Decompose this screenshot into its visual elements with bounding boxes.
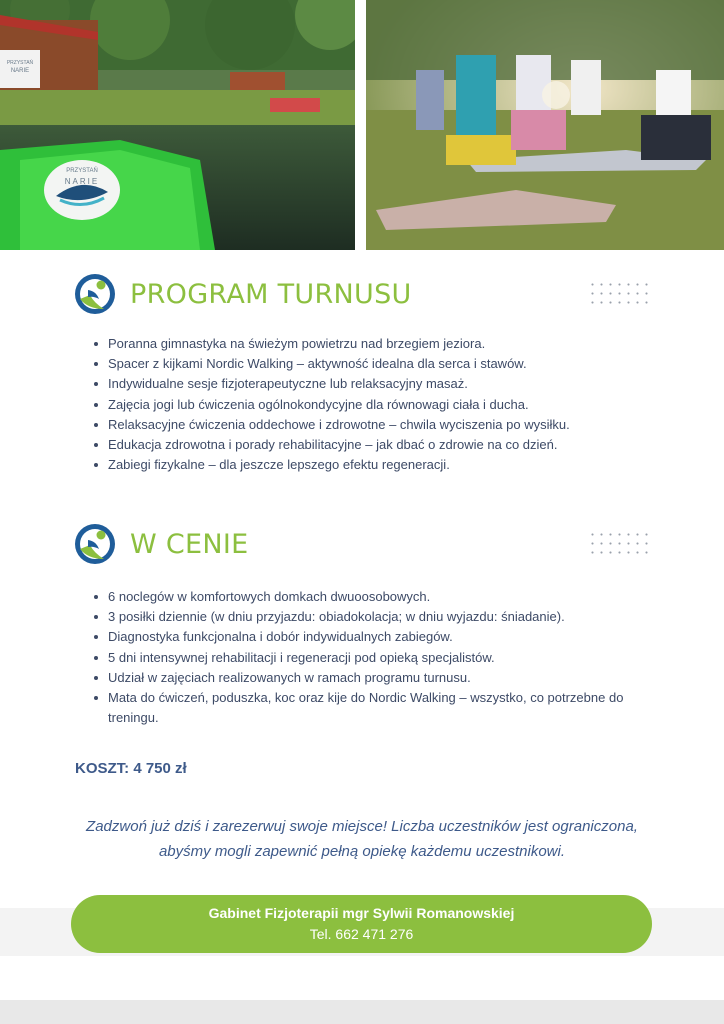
person-circle-logo-icon	[74, 273, 116, 315]
person-circle-logo-icon	[74, 523, 116, 565]
list-item: Diagnostyka funkcjonalna i dobór indywidualnych zabiegów.	[94, 627, 674, 647]
boat-badge-top-text: PRZYSTAŃ	[66, 168, 98, 174]
call-to-action	[40, 814, 684, 864]
list-item: Zabiegi fizykalne – dla jeszcze lepszego efektu regeneracji.	[94, 455, 674, 475]
list-item: Zajęcia jogi lub ćwiczenia ogólnokondycyjne dla równowagi ciała i ducha.	[94, 395, 674, 415]
included-title: W CENIE	[130, 528, 249, 560]
page-bottom-band	[0, 1000, 724, 1024]
list-item: Edukacja zdrowotna i porady rehabilitacyjne – jak dbać o zdrowie na co dzień.	[94, 435, 674, 455]
included-list	[94, 587, 674, 728]
list-item: Udział w zajęciach realizowanych w ramach programu turnusu.	[94, 668, 674, 688]
included-heading	[74, 522, 249, 566]
contact-box	[71, 895, 652, 953]
price-label: KOSZT: 4 750 zł	[75, 760, 187, 777]
decorative-dots	[588, 280, 654, 306]
list-item: Relaksacyjne ćwiczenia oddechowe i zdrowotne – chwila wyciszenia po wysiłku.	[94, 415, 674, 435]
list-item: Spacer z kijkami Nordic Walking – aktywność idealna dla serca i stawów.	[94, 354, 674, 374]
list-item: Mata do ćwiczeń, poduszka, koc oraz kije do Nordic Walking – wszystko, co potrzebne do treningu.	[94, 688, 674, 728]
list-item: 5 dni intensywnej rehabilitacji i regeneracji pod opieką specjalistów.	[94, 648, 674, 668]
lake-photo	[0, 0, 355, 250]
phone-number[interactable]: Tel. 662 471 276	[309, 926, 414, 942]
marina-sign-bottom-text: NARIE	[10, 68, 30, 74]
marina-sign-top-text: PRZYSTAŃ	[6, 60, 34, 66]
clinic-name: Gabinet Fizjoterapii mgr Sylwii Romanowskiej	[208, 905, 515, 921]
cta-line: abyśmy mogli zapewnić pełną opiekę każdemu uczestnikowi.	[158, 843, 566, 860]
list-item: Indywidualne sesje fizjoterapeutyczne lub relaksacyjny masaż.	[94, 374, 674, 394]
program-list	[94, 334, 674, 475]
yoga-photo	[366, 0, 724, 250]
decorative-dots	[588, 530, 654, 556]
program-title: PROGRAM TURNUSU	[130, 278, 412, 310]
list-item: 3 posiłki dziennie (w dniu przyjazdu: obiadokolacja; w dniu wyjazdu: śniadanie).	[94, 607, 674, 627]
cta-line: Zadzwoń już dziś i zarezerwuj swoje miejsce! Liczba uczestników jest ograniczona,	[86, 818, 638, 835]
list-item: Poranna gimnastyka na świeżym powietrzu nad brzegiem jeziora.	[94, 334, 674, 354]
boat-badge-bottom-text: NARIE	[64, 177, 100, 186]
list-item: 6 noclegów w komfortowych domkach dwuoosobowych.	[94, 587, 674, 607]
program-heading	[74, 272, 412, 316]
